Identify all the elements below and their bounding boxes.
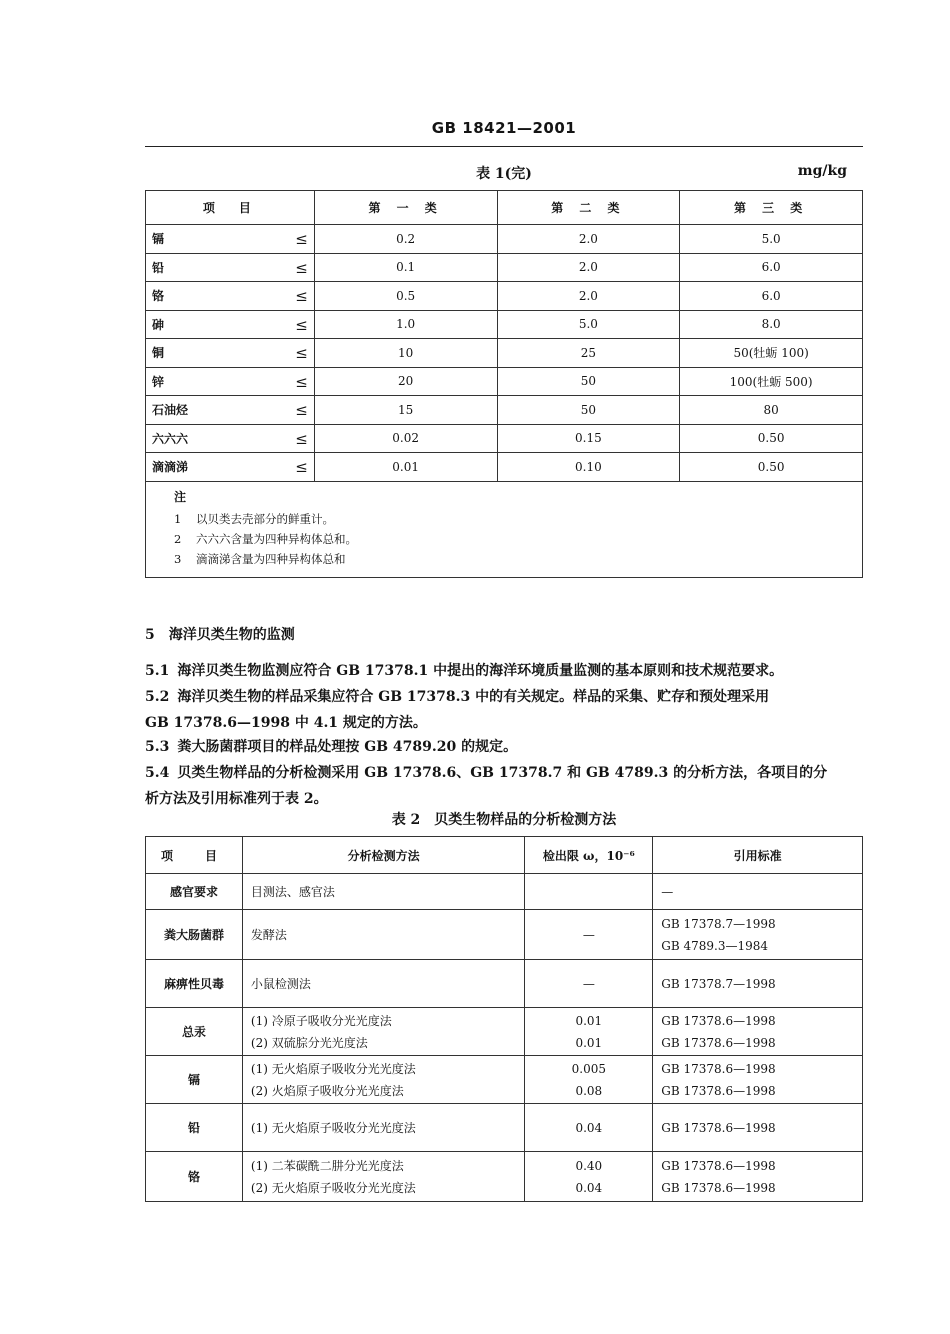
limit-line: — (582, 927, 595, 942)
method-line: 发酵法 (250, 927, 287, 942)
standard-line: GB 17378.6—1998 (661, 1083, 776, 1098)
cell-class3: 0.50 (680, 424, 863, 453)
cell-class3: 50(牡蛎 100) (680, 339, 863, 368)
notes-title: 注 (174, 489, 187, 504)
col-header-standard: 引用标准 (653, 837, 863, 874)
item-name: 镉 (152, 232, 165, 247)
method-line: 小鼠检测法 (250, 976, 311, 991)
cell-method (242, 1104, 525, 1152)
method-line: (1) 无火焰原子吸收分光光度法 (250, 1120, 416, 1135)
note-text: 滴滴涕含量为四种异构体总和 (196, 551, 346, 566)
cell-item (146, 339, 315, 368)
note-item (174, 531, 862, 547)
table1-unit: mg/kg (797, 163, 847, 179)
notes-cell (146, 481, 863, 577)
cell-class1: 0.5 (314, 282, 497, 311)
cell-standard (653, 1152, 863, 1202)
cell-item (146, 225, 315, 254)
cell-class1: 0.02 (314, 424, 497, 453)
cell-class1: 0.2 (314, 225, 497, 254)
methods-table (145, 836, 863, 1202)
cell-item: 镉 (146, 1056, 243, 1104)
standard-code-header: GB 18421—2001 (431, 119, 577, 137)
note-text: 以贝类去壳部分的鲜重计。 (196, 511, 334, 526)
less-equal-symbol: ≤ (295, 401, 308, 419)
table-row (146, 453, 863, 482)
note-item (174, 511, 862, 527)
cell-limit (525, 1056, 653, 1104)
col-header-class1: 第 一 类 (314, 191, 497, 225)
cell-class3: 100(牡蛎 500) (680, 367, 863, 396)
paragraph-number: 5.1 (145, 663, 170, 679)
cell-standard (653, 874, 863, 910)
col-header-class2: 第 二 类 (497, 191, 680, 225)
paragraph-5-4 (145, 760, 865, 812)
cell-class3: 80 (680, 396, 863, 425)
paragraph-5-1 (145, 658, 865, 684)
cell-method (242, 1056, 525, 1104)
cell-item: 麻痹性贝毒 (146, 960, 243, 1008)
cell-item (146, 310, 315, 339)
standard-line: GB 17378.6—1998 (661, 1180, 776, 1195)
cell-standard (653, 960, 863, 1008)
cell-class3: 6.0 (680, 253, 863, 282)
table-row (146, 1152, 863, 1202)
limit-line: — (582, 976, 595, 991)
paragraph-number: 5.3 (145, 739, 170, 755)
paragraph-text: 海洋贝类生物的样品采集应符合 GB 17378.3 中的有关规定。样品的采集、贮存和预处理采用 (177, 689, 770, 705)
limits-table (145, 190, 863, 578)
table-row (146, 225, 863, 254)
cell-class1: 20 (314, 367, 497, 396)
paragraph-number: 5.2 (145, 689, 170, 705)
note-number: 1 (174, 511, 182, 526)
cell-standard (653, 1056, 863, 1104)
table-row (146, 1008, 863, 1056)
less-equal-symbol: ≤ (295, 372, 308, 391)
cell-item (146, 453, 315, 482)
paragraph-text: 粪大肠菌群项目的样品处理按 GB 4789.20 的规定。 (177, 739, 518, 755)
table1-caption-bar (145, 163, 863, 183)
limit-line: 0.04 (575, 1180, 603, 1195)
less-equal-symbol: ≤ (295, 344, 308, 362)
less-equal-symbol: ≤ (295, 258, 308, 277)
table-header-row (146, 837, 863, 874)
table-row (146, 339, 863, 368)
less-equal-symbol: ≤ (295, 429, 308, 448)
cell-item (146, 396, 315, 425)
header-rule (145, 146, 863, 147)
standard-line: GB 17378.7—1998 (661, 916, 776, 931)
item-name: 锌 (152, 374, 165, 389)
cell-limit (525, 1152, 653, 1202)
cell-class2: 50 (497, 367, 680, 396)
standard-line: — (661, 884, 674, 899)
cell-class1: 15 (314, 396, 497, 425)
col-header-limit: 检出限 ω，10⁻⁶ (525, 837, 653, 874)
cell-item (146, 367, 315, 396)
paragraph-5-2 (145, 684, 865, 736)
table-row (146, 396, 863, 425)
cell-item (146, 282, 315, 311)
paragraph-text-cont: 析方法及引用标准列于表 2。 (145, 791, 328, 807)
note-number: 2 (174, 531, 182, 546)
cell-method (242, 910, 525, 960)
notes-row (146, 481, 863, 577)
cell-method (242, 874, 525, 910)
table-row (146, 424, 863, 453)
cell-limit (525, 960, 653, 1008)
cell-limit (525, 874, 653, 910)
table-row (146, 367, 863, 396)
method-line: (1) 冷原子吸收分光光度法 (250, 1013, 392, 1028)
col-header-method: 分析检测方法 (242, 837, 525, 874)
cell-class2: 2.0 (497, 253, 680, 282)
item-name: 铬 (152, 289, 165, 304)
cell-item: 感官要求 (146, 874, 243, 910)
item-name: 铅 (152, 260, 165, 275)
section-5-title: 5 海洋贝类生物的监测 (145, 627, 295, 643)
cell-class2: 2.0 (497, 225, 680, 254)
cell-standard (653, 910, 863, 960)
cell-standard (653, 1008, 863, 1056)
item-name: 六六六 (152, 431, 189, 446)
cell-class2: 0.10 (497, 453, 680, 482)
table-row (146, 874, 863, 910)
paragraph-5-3 (145, 734, 865, 760)
less-equal-symbol: ≤ (295, 230, 308, 248)
less-equal-symbol: ≤ (295, 458, 308, 476)
limit-line: 0.005 (571, 1061, 607, 1076)
cell-limit (525, 1104, 653, 1152)
table-row (146, 960, 863, 1008)
cell-standard (653, 1104, 863, 1152)
cell-item: 铬 (146, 1152, 243, 1202)
cell-class3: 6.0 (680, 282, 863, 311)
table-row (146, 282, 863, 311)
item-name: 滴滴涕 (152, 460, 189, 475)
item-name: 砷 (152, 317, 165, 332)
col-header-item: 项 目 (146, 191, 315, 225)
method-line: (1) 二苯碳酰二肼分光光度法 (250, 1158, 404, 1173)
cell-class1: 0.1 (314, 253, 497, 282)
cell-class1: 10 (314, 339, 497, 368)
standard-line: GB 4789.3—1984 (661, 938, 768, 953)
cell-limit (525, 910, 653, 960)
table-row (146, 1056, 863, 1104)
standard-line: GB 17378.7—1998 (661, 976, 776, 991)
cell-item: 总汞 (146, 1008, 243, 1056)
method-line: 目测法、感官法 (250, 884, 335, 899)
cell-limit (525, 1008, 653, 1056)
limit-line: 0.04 (575, 1120, 603, 1135)
paragraph-number: 5.4 (145, 765, 170, 781)
method-line: (1) 无火焰原子吸收分光光度法 (250, 1061, 416, 1076)
standard-line: GB 17378.6—1998 (661, 1158, 776, 1173)
cell-class2: 5.0 (497, 310, 680, 339)
limit-line: 0.40 (575, 1158, 603, 1173)
limit-line: 0.08 (575, 1083, 603, 1098)
table-row (146, 310, 863, 339)
standard-line: GB 17378.6—1998 (661, 1013, 776, 1028)
cell-class2: 50 (497, 396, 680, 425)
cell-item: 铅 (146, 1104, 243, 1152)
cell-item (146, 424, 315, 453)
limit-line: 0.01 (575, 1035, 603, 1050)
method-line: (2) 火焰原子吸收分光光度法 (250, 1083, 404, 1098)
cell-method (242, 960, 525, 1008)
note-text: 六六六含量为四种异构体总和。 (196, 531, 357, 546)
note-item (174, 551, 862, 567)
limit-line: 0.01 (575, 1013, 603, 1028)
cell-class1: 0.01 (314, 453, 497, 482)
cell-class3: 0.50 (680, 453, 863, 482)
table1-caption: 表 1(完) (476, 166, 532, 182)
paragraph-text-cont: GB 17378.6—1998 中 4.1 规定的方法。 (145, 715, 427, 731)
paragraph-text: 海洋贝类生物监测应符合 GB 17378.1 中提出的海洋环境质量监测的基本原则和技术规范要求。 (177, 663, 784, 679)
less-equal-symbol: ≤ (295, 287, 308, 305)
table-row (146, 910, 863, 960)
table-row (146, 253, 863, 282)
cell-class2: 0.15 (497, 424, 680, 453)
cell-class2: 2.0 (497, 282, 680, 311)
cell-item: 粪大肠菌群 (146, 910, 243, 960)
note-number: 3 (174, 551, 182, 566)
cell-class3: 8.0 (680, 310, 863, 339)
table-row (146, 1104, 863, 1152)
cell-class3: 5.0 (680, 225, 863, 254)
paragraph-text: 贝类生物样品的分析检测采用 GB 17378.6、GB 17378.7 和 GB 4789.3 的分析方法，各项目的分 (177, 765, 828, 781)
method-line: (2) 双硫腙分光光度法 (250, 1035, 368, 1050)
item-name: 石油烃 (152, 403, 189, 418)
standard-line: GB 17378.6—1998 (661, 1061, 776, 1076)
cell-item (146, 253, 315, 282)
standard-line: GB 17378.6—1998 (661, 1035, 776, 1050)
cell-method (242, 1008, 525, 1056)
cell-class1: 1.0 (314, 310, 497, 339)
less-equal-symbol: ≤ (295, 315, 308, 334)
table2-caption: 表 2 贝类生物样品的分析检测方法 (391, 812, 617, 828)
item-name: 铜 (152, 346, 165, 361)
col-header-class3: 第 三 类 (680, 191, 863, 225)
standard-line: GB 17378.6—1998 (661, 1120, 776, 1135)
method-line: (2) 无火焰原子吸收分光光度法 (250, 1180, 416, 1195)
col-header-item: 项 目 (146, 837, 243, 874)
cell-class2: 25 (497, 339, 680, 368)
table-header-row (146, 191, 863, 225)
cell-method (242, 1152, 525, 1202)
